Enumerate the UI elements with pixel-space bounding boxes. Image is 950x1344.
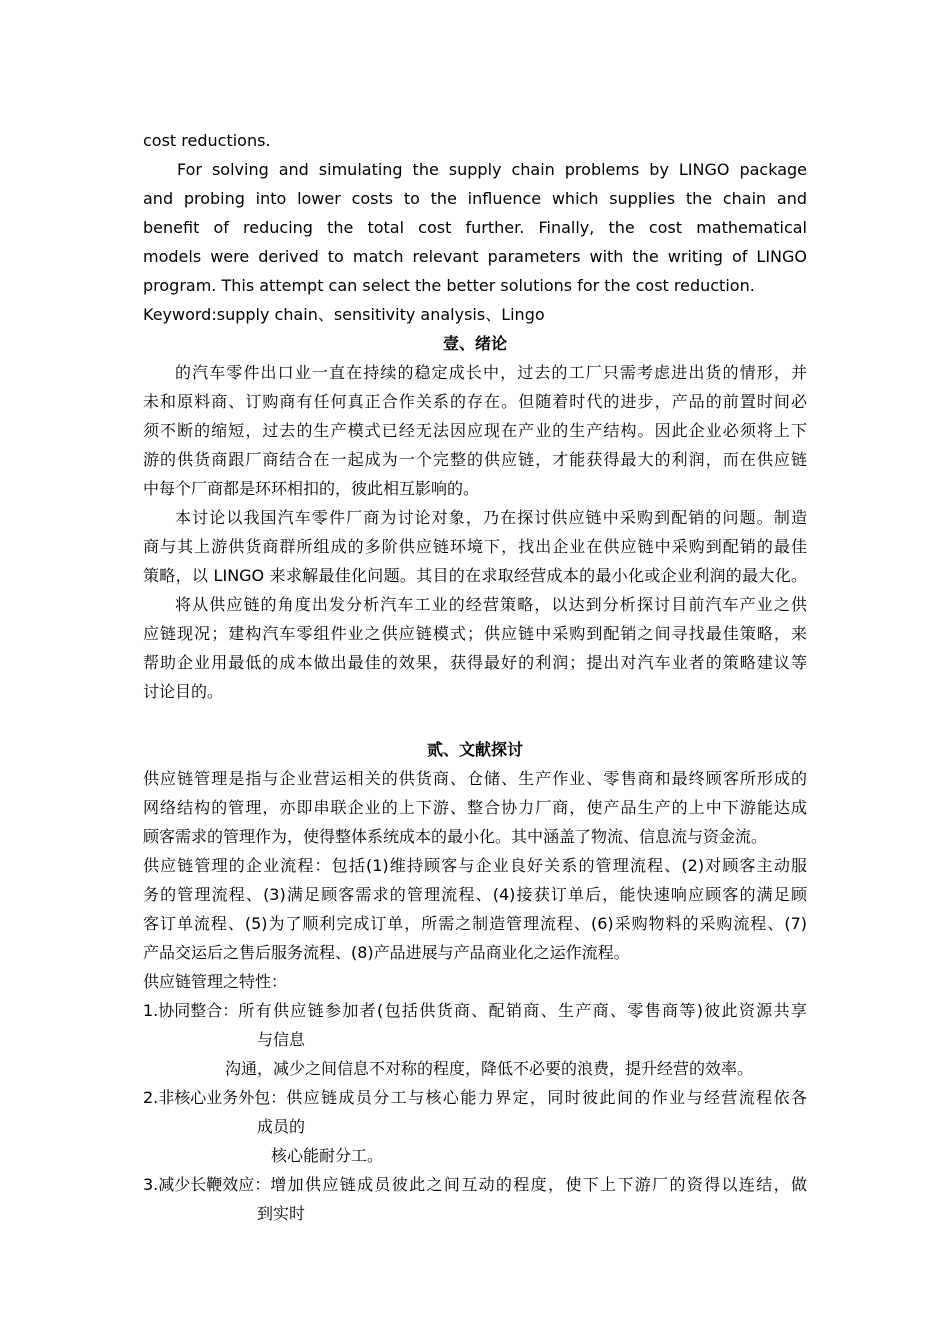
paragraph-line: 应链现况；建构汽车零组件业之供应链模式；供应链中采购到配销之间寻找最佳策略，来	[143, 624, 807, 643]
list-item-text: 核心能耐分工。	[271, 1146, 384, 1165]
list-item	[143, 1083, 807, 1112]
paragraph-line: 帮助企业用最低的成本做出最佳的效果，获得最好的利润；提出对汽车业者的策略建议等	[143, 653, 807, 672]
list-item-text: 成员的	[257, 1117, 306, 1136]
paragraph-line: 务的管理流程、(3)满足顾客需求的管理流程、(4)接获订单后，能快速响应顾客的满足顾	[143, 885, 807, 904]
list-item	[143, 1170, 807, 1199]
list-item-label: 1.协同整合：	[143, 1001, 239, 1020]
paragraph-line: 策略，以 LINGO 来求解最佳化问题。其目的在求取经营成本的最小化或企业利润的最大化。	[143, 566, 807, 585]
paragraph-line: 产品交运后之售后服务流程、(8)产品进展与产品商业化之运作流程。	[143, 943, 630, 962]
section-heading-introduction: 壹、绪论	[442, 334, 507, 353]
paragraph-line: 商与其上游供货商群所组成的多阶供应链环境下，找出企业在供应链中采购到配销的最佳	[143, 537, 807, 556]
paragraph-line: 将从供应链的角度出发分析汽车工业的经营策略，以达到分析探讨目前汽车产业之供	[175, 595, 807, 614]
section-heading-literature-review: 贰、文献探讨	[426, 740, 523, 759]
list-item-text: 增加供应链成员彼此之间互动的程度，使下上下游厂的资得以连结，做	[270, 1175, 807, 1194]
abstract-line: For solving and simulating the supply chain problems by LINGO package	[177, 160, 807, 179]
paragraph-line: 客订单流程、(5)为了顺利完成订单，所需之制造管理流程、(6)采购物料的采购流程、(7)	[143, 914, 807, 933]
abstract-line: benefit of reducing the total cost further. Finally, the cost mathematical	[143, 218, 807, 237]
abstract-line: models were derived to match relevant parameters with the writing of LINGO	[143, 247, 807, 266]
list-item	[143, 996, 807, 1025]
paragraph-line: 网络结构的管理，亦即串联企业的上下游、整合协力厂商，使产品生产的上中下游能达成	[143, 798, 807, 817]
paragraph-line: 未和原料商、订购商有任何真正合作关系的存在。但随着时代的进步，产品的前置时间必	[143, 392, 807, 411]
paragraph-line: 的汽车零件出口业一直在持续的稳定成长中，过去的工厂只需考虑进出货的情形，并	[175, 363, 807, 382]
paragraph-line: 中每个厂商都是环环相扣的，彼此相互影响的。	[143, 479, 480, 498]
list-item-text: 沟通，减少之间信息不对称的程度，降低不必要的浪费，提升经营的效率。	[225, 1059, 754, 1078]
paragraph-line: 顾客需求的管理作为，使得整体系统成本的最小化。其中涵盖了物流、信息流与资金流。	[143, 827, 768, 846]
list-item-text: 到实时	[257, 1204, 306, 1223]
list-item-label: 2.非核心业务外包：	[143, 1088, 287, 1107]
list-item-label: 3.减少长鞭效应：	[143, 1175, 271, 1194]
paragraph-line: 须不断的缩短，过去的生产模式已经无法因应现在产业的生产结构。因此企业必须将上下	[143, 421, 807, 440]
list-item-text: 与信息	[257, 1030, 306, 1049]
keywords: Keyword:supply chain、sensitivity analysis、Lingo	[143, 305, 545, 324]
abstract-line: and probing into lower costs to the influence which supplies the chain and	[143, 189, 807, 208]
features-label: 供应链管理之特性：	[143, 972, 288, 991]
paragraph-line: 供应链管理是指与企业营运相关的供货商、仓储、生产作业、零售商和最终顾客所形成的	[143, 769, 807, 788]
document-page	[143, 126, 807, 1228]
paragraph-line: 游的供货商跟厂商结合在一起成为一个完整的供应链，才能获得最大的利润，而在供应链	[143, 450, 807, 469]
paragraph-line: 供应链管理的企业流程：包括(1)维持顾客与企业良好关系的管理流程、(2)对顾客主动服	[143, 856, 807, 875]
abstract-line: cost reductions.	[143, 131, 271, 150]
abstract-line: program. This attempt can select the better solutions for the cost reduction.	[143, 276, 755, 295]
paragraph-line: 本讨论以我国汽车零件厂商为讨论对象，乃在探讨供应链中采购到配销的问题。制造	[175, 508, 807, 527]
paragraph-line: 讨论目的。	[143, 682, 224, 701]
blank-line	[143, 706, 807, 735]
list-item-text: 供应链成员分工与核心能力界定，同时彼此间的作业与经营流程依各	[286, 1088, 807, 1107]
list-item-text: 所有供应链参加者(包括供货商、配销商、生产商、零售商等)彼此资源共享	[238, 1001, 807, 1020]
